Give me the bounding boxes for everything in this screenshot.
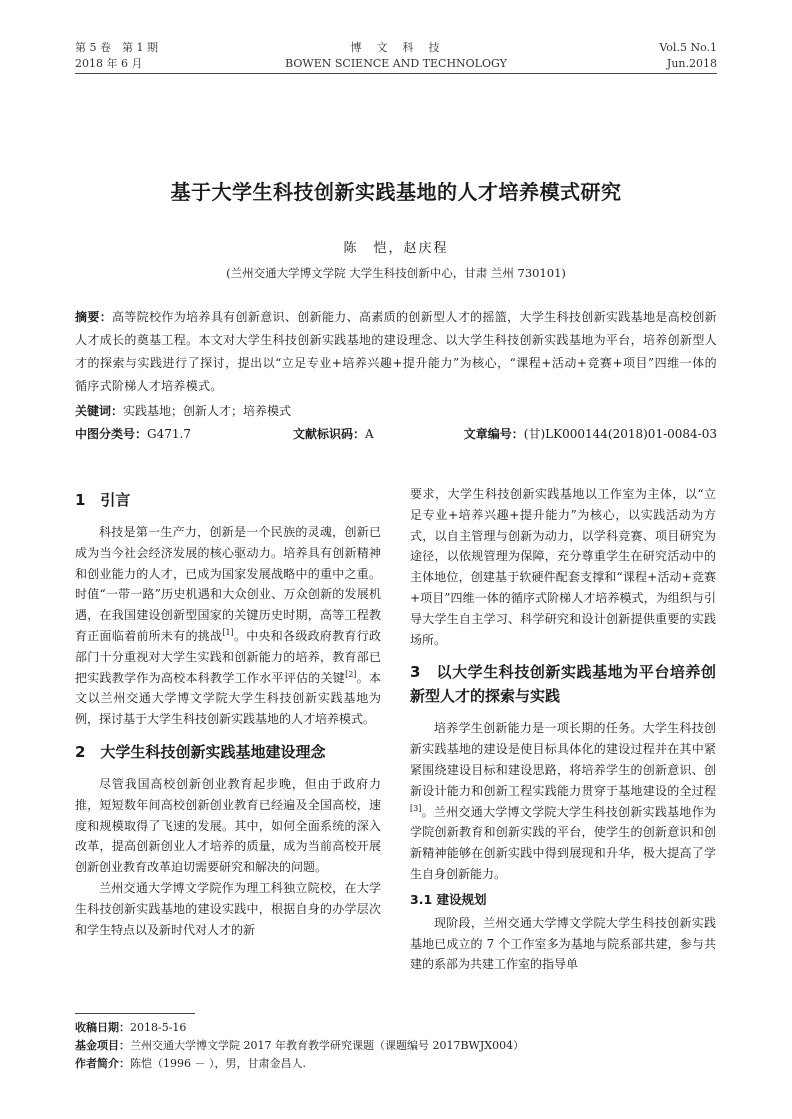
right-column xyxy=(410,484,716,975)
footnote-fund: 基金项目：兰州交通大学博文学院 2017 年教育教学研究课题（课题编号 2017BWJX004） xyxy=(75,1039,525,1052)
abstract xyxy=(75,306,717,398)
paper-authors: 陈 恺，赵庆程 xyxy=(343,241,449,256)
journal-name-en: BOWEN SCIENCE AND TECHNOLOGY xyxy=(285,57,507,70)
section-2-paragraph-2: 兰州交通大学博文学院作为理工科独立院校，在大学生科技创新实践基地的建设实践中，根据自身的办学层次和学生特点以及新时代对人才的新 xyxy=(75,880,381,937)
section-3-1-paragraph: 现阶段，兰州交通大学博文学院大学生科技创新实践基地已成立的 7 个工作室多为基地与院系部共建，参与共建的系部为共建工作室的指导单 xyxy=(410,915,716,972)
footnote-received: 收稿日期：2018-5-16 xyxy=(75,1021,187,1034)
keywords-label: 关键词： xyxy=(75,404,124,418)
journal-issue-info-en xyxy=(659,40,717,72)
footnote-author: 作者简介：陈恺（1996 － ），男，甘肃金昌人. xyxy=(75,1057,306,1070)
section-3-heading: 3 以大学生科技创新实践基地为平台培养创新型人才的探索与实践 xyxy=(410,663,716,706)
abstract-label: 摘要： xyxy=(75,310,113,324)
header-rule xyxy=(75,73,717,74)
section-3-1-heading: 3.1 建设规划 xyxy=(410,891,487,907)
issue-date: 2018 年 6 月 xyxy=(75,57,143,70)
section-2-heading: 2 大学生科技创新实践基地建设理念 xyxy=(75,742,326,761)
section-3-paragraph: 培养学生创新能力是一项长期的任务。大学生科技创新实践基地的建设是使目标具体化的建设过程并在其中紧紧围绕建设目标和建设思路，将培养学生的创新意识、创新设计能力和创新工程实践能力贯穿于基地建设的全过程[3]。兰州交通大学博文学院大学生科技创新实践基地作为学院创新教育和创新实践的平台，使学生的创新意识和创新精神能够在创新实践中得到展现和升华，极大提高了学生自身创新能力。 xyxy=(410,721,716,881)
author-affiliation: (兰州交通大学博文学院 大学生科技创新中心，甘肃 兰州 730101) xyxy=(226,266,566,280)
keywords xyxy=(75,402,291,419)
clc-number: 中图分类号：G471.7 xyxy=(75,427,191,441)
abstract-text: 高等院校作为培养具有创新意识、创新能力、高素质的创新型人才的摇篮，大学生科技创新实践基地是高校创新人才成长的奠基工程。本文对大学生科技创新实践基地的建设理念、以大学生科技创新实践基地为平台，培养创新型人才的探索与实践进行了探讨，提出以“立足专业+培养兴趣+提升能力”为核心，“课程+活动+竞赛+项目”四维一体的循序式阶梯人才培养模式。 xyxy=(75,310,717,393)
paper-title: 基于大学生科技创新实践基地的人才培养模式研究 xyxy=(170,180,622,204)
volume-issue-en: Vol.5 No.1 xyxy=(659,41,717,54)
volume-issue: 第 5 卷 第 1 期 xyxy=(75,41,158,54)
section-2-paragraph-1: 尽管我国高校创新创业教育起步晚，但由于政府力推，短短数年间高校创新创业教育已经遍及全国高校，速度和规模取得了飞速的发展。其中，如何全面系统的深入改革，提高创新创业人才培养的质量，成为当前高校开展创新创业教育改革迫切需要研究和解决的问题。 xyxy=(75,776,381,875)
keywords-text: 实践基地；创新人才；培养模式 xyxy=(123,404,292,418)
journal-name-cn: 博 文 科 技 xyxy=(350,41,442,54)
section-1-heading: 1 引言 xyxy=(75,491,131,509)
issue-date-en: Jun.2018 xyxy=(666,57,717,70)
document-code: 文献标识码：A xyxy=(293,427,374,441)
section-2-paragraph-2-continued: 要求，大学生科技创新实践基地以工作室为主体，以“立足专业+培养兴趣+提升能力”为核心，以实践活动为方式，以自主管理与创新为动力，以学科竞赛、项目研究为途径，以依规管理为保障，充分尊重学生在研究活动中的主体地位，创建基于软硬件配套支撑和“课程+活动+竞赛+项目”四维一体的循序式阶梯人才培养模式，为组织与引导大学生自主学习、科学研究和设计创新提供重要的实践场所。 xyxy=(410,487,716,647)
left-column xyxy=(75,478,381,940)
footnote-rule xyxy=(75,1013,195,1014)
section-1-paragraph: 科技是第一生产力，创新是一个民族的灵魂，创新已成为当今社会经济发展的核心驱动力。培养具有创新精神和创业能力的人才，已成为国家发展战略中的重中之重。时值“一带一路”历史机遇和大众创业、万众创新的发展机遇，在我国建设创新型国家的关键历史时期，高等工程教育正面临着前所未有的挑战[1]。中央和各级政府教育行政部门十分重视对大学生实践和创新能力的培养，教育部已把实践教学作为高校本科教学工作水平评估的关键[2]。本文以兰州交通大学博文学院大学生科技创新实践基地为例，探讨基于大学生科技创新实践基地的人才培养模式。 xyxy=(75,525,381,727)
article-number: 文章编号：(甘)LK000144(2018)01-0084-03 xyxy=(463,427,717,441)
